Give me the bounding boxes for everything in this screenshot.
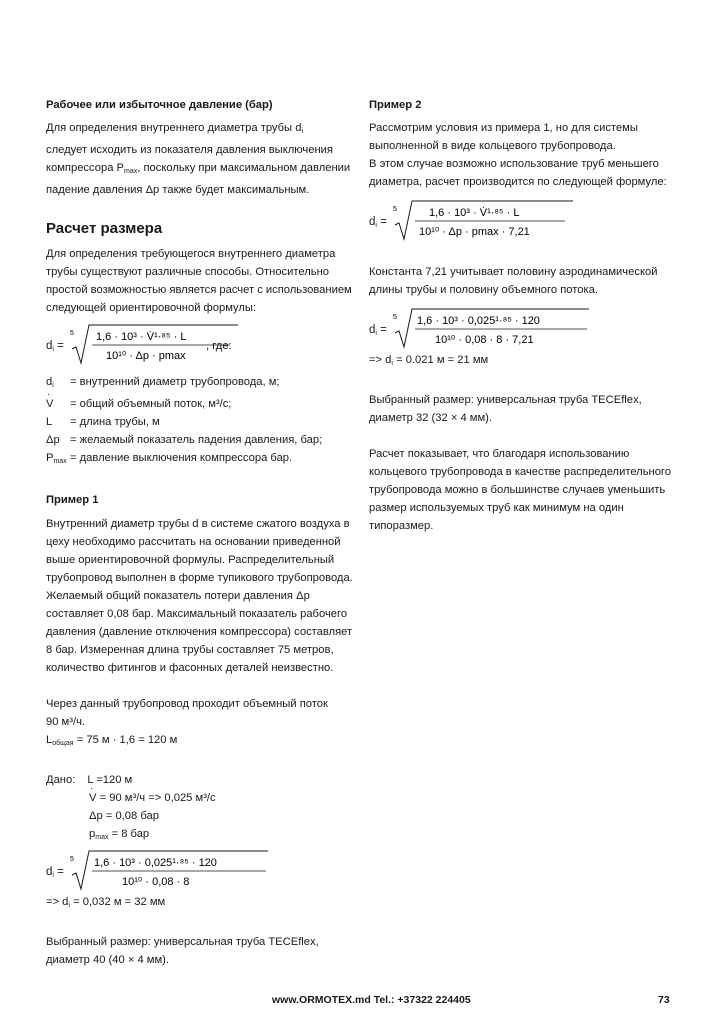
paragraph-pressure-line: Для определения внутреннего диаметра трубы $d_i$ [46,122,303,135]
example-2-line: диаметра, расчет производится по следующей формуле: [369,176,667,188]
formula-suffix: , где: [206,340,232,352]
constant-line: Константа 7,21 учитывает половину аэродинамической [369,266,658,278]
formula-lhs: $d_i$ = [369,324,387,337]
formula-root-svg [393,199,583,243]
formula-denominator: 10¹⁰ · 0,08 · 8 [122,876,190,888]
heading-pressure: Рабочее или избыточное давление (бар) [46,99,273,111]
root-index: 5 [70,330,74,337]
chosen-size-line: Выбранный размер: универсальная труба TECEflex, [369,394,642,406]
given-label: Дано: [46,774,76,786]
example-1-line: цеху необходимо рассчитать на основании приведенной [46,536,341,548]
example-2-line: В этом случае возможно использование труб меньшего [369,158,659,170]
given-item: · V = 90 м³/ч => 0,025 м³/с [46,789,360,807]
definition-row: $P_{max}$ = давление выключения компрессора бар. [46,452,293,465]
root-index: 5 [393,314,397,321]
example-1-line: 8 бар. Измеренная длина трубы составляет 75 метров, [46,644,334,656]
formula-lhs: $d_i$ = [46,866,64,879]
formula-numerator: 1,6 · 10³ · V̇¹·⁸⁵ · L [429,207,520,219]
paragraph-size-line: следующей ориентировочной формулы: [46,302,257,314]
formula-lhs: $d_i$ = [46,340,64,353]
formula-numerator: 1,6 · 10³ · 0,025¹·⁸⁵ · 120 [94,857,217,869]
constant-line: длины трубы и половину объемного потока. [369,284,598,296]
chosen-size-line: диаметр 40 (40 × 4 мм). [46,954,170,966]
heading-example-2: Пример 2 [369,99,422,111]
paragraph-size-line: Для определения требующегося внутреннего диаметра [46,248,336,260]
paragraph-pressure-line: следует исходить из показателя давления выключения [46,144,333,156]
example-2-line: Рассмотрим условия из примера 1, но для системы [369,122,638,134]
conclusion-line: кольцевого трубопровода в качестве распределительного [369,466,671,478]
formula-numerator: 1,6 · 10³ · V̇¹·⁸⁵ · L [96,331,187,343]
left-column [46,96,360,969]
root-index: 5 [393,206,397,213]
example-1-line: давления (давление отключения компрессора) составляет [46,626,353,638]
definition-row: Δp = желаемый показатель падения давления, бар; [46,434,323,446]
example-1-line: трубопровод выполнен в форме тупикового трубопровода. [46,572,353,584]
given-item: $p_{max} = 8$ бар [89,828,150,841]
definition-row: $d_i$ = внутренний диаметр трубопровода, м; [46,376,280,389]
formula-lhs: $d_i$ = [369,216,387,229]
formula-denominator: 10¹⁰ · 0,08 · 8 · 7,21 [435,334,534,346]
chosen-size-line: диаметр 32 (32 × 4 мм). [369,412,493,424]
formula-example-1 [46,849,360,893]
page-number: 73 [658,994,670,1006]
example-1-line: Желаемый общий показатель потери давления Δp [46,590,310,602]
formula-ring-example [369,307,681,351]
example-1-text [46,515,360,677]
given-item: L =120 м [87,774,133,786]
paragraph-pressure-line: компрессора $P_{max}$, поскольку при максимальном давлении [46,162,351,175]
example-1-line: выше ориентировочной формулы. Распределительный [46,554,335,566]
conclusion-line: трубопровода можно в большинстве случаев уменьшить [369,484,666,496]
definitions-list [46,373,360,471]
definition-row: L = длина трубы, м [46,416,160,428]
root-index: 5 [70,856,74,863]
paragraph-pressure-line: падение давления Δp также будет максимальным. [46,184,310,196]
conclusion-line: размер используемых труб как минимум на один [369,502,624,514]
example-1-line: составляет 0,08 бар. Максимальный показатель рабочего [46,608,348,620]
given-block [46,771,360,847]
formula-denominator: 10¹⁰ · Δp · pmax · 7,21 [419,226,530,238]
formula-denominator: 10¹⁰ · Δp · pmax [106,350,186,362]
definition-row: · V = общий объемный поток, м³/с; [46,395,360,413]
footer-contact: www.ORMOTEX.md Tel.: +37322 224405 [272,994,471,1006]
example-1-line: Внутренний диаметр трубы d в системе сжатого воздуха в [46,518,350,530]
conclusion-line: типоразмер. [369,520,434,532]
example-2-line: выполненной в виде кольцевого трубопровода. [369,140,616,152]
length-total: $L_{общая} = 75$ м · 1,6 = 120 м [46,734,178,747]
formula-ring [369,199,681,243]
example-1-line: количество фитингов и фасонных деталей неизвестно. [46,662,334,674]
flow-line: 90 м³/ч. [46,716,86,728]
formula-numerator: 1,6 · 10³ · 0,025¹·⁸⁵ · 120 [417,315,540,327]
heading-example-1: Пример 1 [46,494,99,506]
result-example-1: => $d_i = 0,032$ м = 32 мм [46,896,166,909]
formula-root-svg [70,849,270,893]
chosen-size-line: Выбранный размер: универсальная труба TECEflex, [46,936,319,948]
given-item: Δp = 0,08 бар [89,810,159,822]
formula-root-svg [393,307,593,351]
result-example-2: => $d_i = 0.021$ м = 21 мм [369,354,489,367]
right-column [369,96,681,535]
formula-main [46,323,360,367]
heading-size-calc: Расчет размера [46,220,163,237]
paragraph-size-line: простой возможностью является расчет с использованием [46,284,352,296]
paragraph-size-line: трубы существуют различные способы. Относительно [46,266,330,278]
flow-line: Через данный трубопровод проходит объемный поток [46,698,328,710]
conclusion-line: Расчет показывает, что благодаря использованию [369,448,630,460]
